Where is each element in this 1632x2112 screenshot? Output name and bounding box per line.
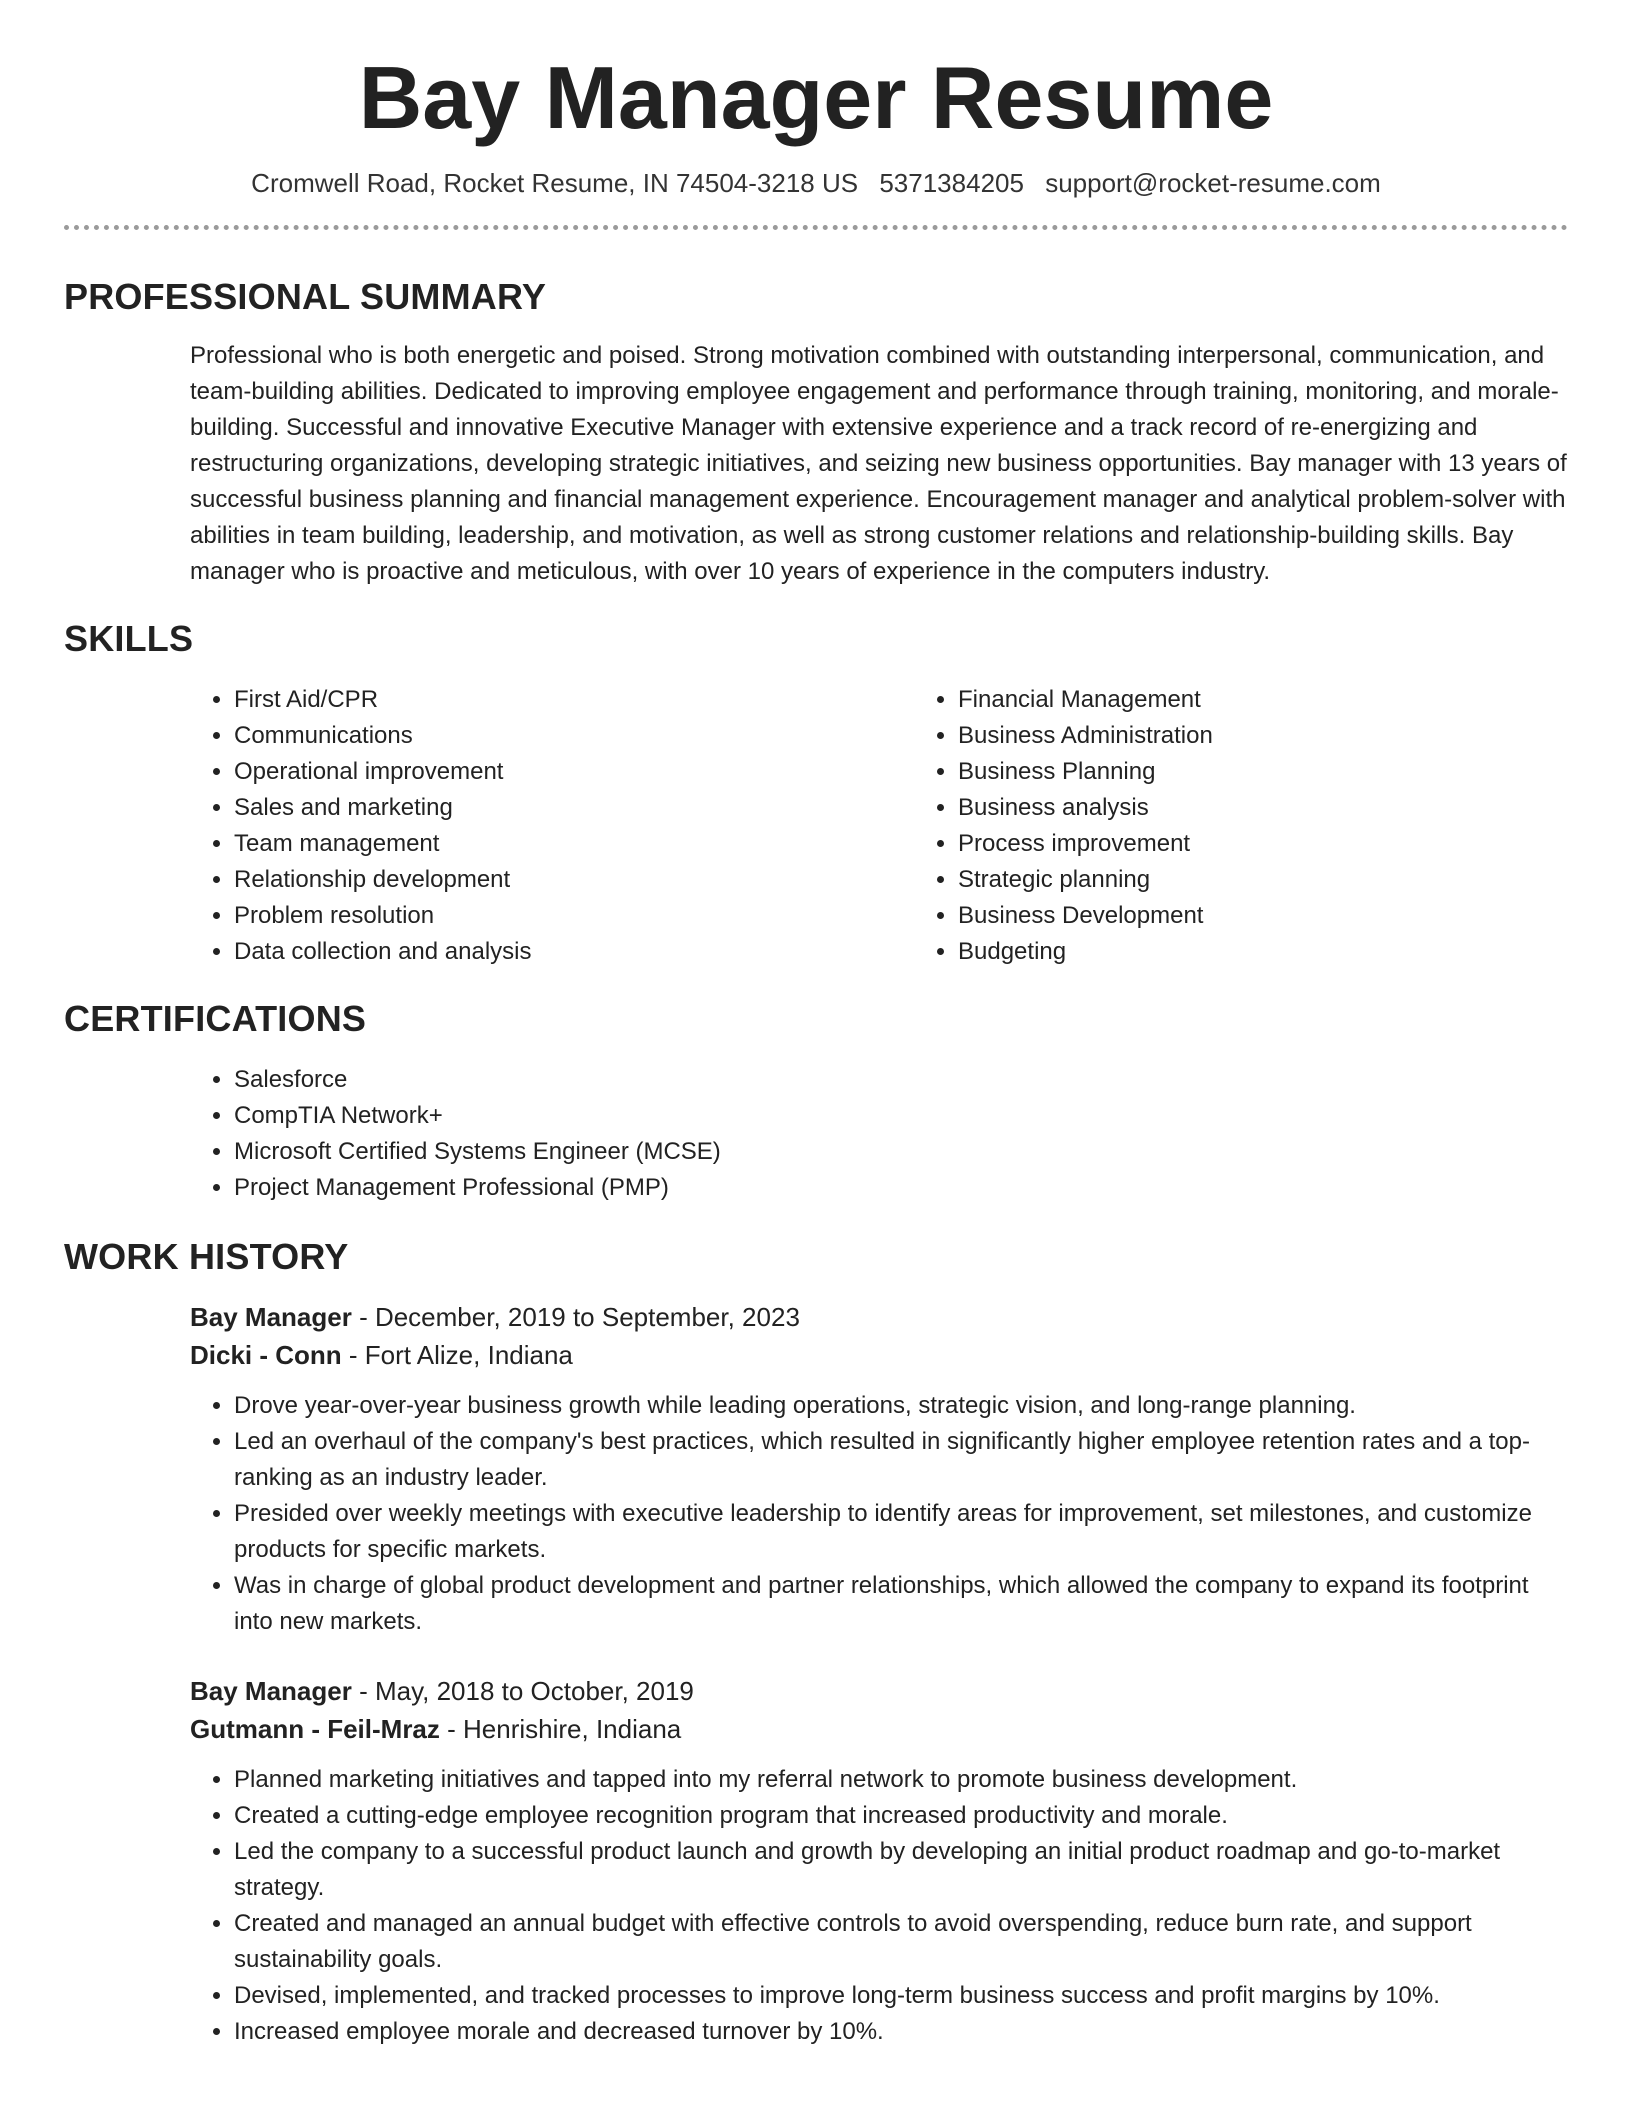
job-title: Bay Manager bbox=[190, 1676, 352, 1706]
skill-item: • First Aid/CPR bbox=[234, 682, 914, 718]
summary-heading: PROFESSIONAL SUMMARY bbox=[64, 276, 547, 317]
header-divider bbox=[64, 225, 1568, 230]
skills-list-right bbox=[914, 682, 1632, 970]
skill-item: • Sales and marketing bbox=[234, 790, 914, 826]
job-company-line bbox=[190, 1710, 1568, 1748]
job-entry bbox=[190, 1298, 1568, 1640]
skill-item: • Relationship development bbox=[234, 862, 914, 898]
skill-item: • Business Development bbox=[958, 898, 1632, 934]
contact-line bbox=[64, 168, 1568, 199]
skill-item: • Team management bbox=[234, 826, 914, 862]
skill-item: • Process improvement bbox=[958, 826, 1632, 862]
job-title-line bbox=[190, 1672, 1568, 1710]
job-bullets bbox=[190, 1388, 1568, 1640]
skill-item: • Business analysis bbox=[958, 790, 1632, 826]
summary-text: Professional who is both energetic and poised. Strong motivation combined with outstanding interpersonal, communication, and team-building abilities. Dedicated to improving employee engagement and performance through training, monitoring, and morale-building. Successful and innovative Executive Manager with extensive experience and a track record of re-energizing and restructuring organizations, developing strategic initiatives, and seizing new business opportunities. Bay manager with 13 years of successful business planning and financial management experience. Encouragement manager and analytical problem-solver with abilities in team building, leadership, and motivation, as well as strong customer relations and relationship-building skills. Bay manager who is proactive and meticulous, with over 10 years of experience in the computers industry. bbox=[190, 342, 1567, 585]
job-bullet: • Led an overhaul of the company's best practices, which resulted in significantly higher employee retention rates and a top-ranking as an industry leader. bbox=[234, 1424, 1568, 1496]
work-history-heading: WORK HISTORY bbox=[64, 1236, 349, 1277]
contact-phone: 5371384205 bbox=[879, 168, 1024, 198]
skill-item: • Business Administration bbox=[958, 718, 1632, 754]
job-bullet: • Led the company to a successful product launch and growth by developing an initial product roadmap and go-to-market strategy. bbox=[234, 1834, 1568, 1906]
skills-list-left bbox=[190, 682, 914, 970]
certification-item: • Project Management Professional (PMP) bbox=[234, 1170, 1568, 1206]
job-location: - Fort Alize, Indiana bbox=[341, 1340, 573, 1370]
job-dates: - December, 2019 to September, 2023 bbox=[351, 1302, 800, 1332]
job-title: Bay Manager bbox=[190, 1302, 352, 1332]
skill-item: • Data collection and analysis bbox=[234, 934, 914, 970]
skill-item: • Financial Management bbox=[958, 682, 1632, 718]
skill-item: • Business Planning bbox=[958, 754, 1632, 790]
job-bullet: • Created and managed an annual budget with effective controls to avoid overspending, reduce burn rate, and support sustainability goals. bbox=[234, 1906, 1568, 1978]
job-bullet: • Increased employee morale and decreased turnover by 10%. bbox=[234, 2014, 1568, 2050]
job-company: Dicki - Conn bbox=[190, 1340, 342, 1370]
certification-item: • Microsoft Certified Systems Engineer (MCSE) bbox=[234, 1134, 1568, 1170]
contact-email: support@rocket-resume.com bbox=[1045, 168, 1381, 198]
job-dates: - May, 2018 to October, 2019 bbox=[351, 1676, 694, 1706]
job-bullet: • Devised, implemented, and tracked processes to improve long-term business success and profit margins by 10%. bbox=[234, 1978, 1568, 2014]
job-title-line bbox=[190, 1298, 1568, 1336]
certification-item: • Salesforce bbox=[234, 1062, 1568, 1098]
skill-item: • Problem resolution bbox=[234, 898, 914, 934]
certifications-section bbox=[64, 998, 1568, 1206]
job-bullet: • Drove year-over-year business growth while leading operations, strategic vision, and long-range planning. bbox=[234, 1388, 1568, 1424]
skills-section bbox=[64, 618, 1568, 970]
job-location: - Henrishire, Indiana bbox=[439, 1714, 682, 1744]
summary-section bbox=[64, 276, 1568, 590]
skill-item: • Communications bbox=[234, 718, 914, 754]
job-bullet: • Planned marketing initiatives and tapped into my referral network to promote business development. bbox=[234, 1762, 1568, 1798]
skills-heading: SKILLS bbox=[64, 618, 194, 659]
skill-item: • Strategic planning bbox=[958, 862, 1632, 898]
work-history-section bbox=[64, 1236, 1568, 2050]
certification-item: • CompTIA Network+ bbox=[234, 1098, 1568, 1134]
job-bullet: • Created a cutting-edge employee recognition program that increased productivity and morale. bbox=[234, 1798, 1568, 1834]
skill-item: • Budgeting bbox=[958, 934, 1632, 970]
skill-item: • Operational improvement bbox=[234, 754, 914, 790]
job-entry bbox=[190, 1672, 1568, 2050]
job-bullet: • Presided over weekly meetings with executive leadership to identify areas for improvement, set milestones, and customize products for specific markets. bbox=[234, 1496, 1568, 1568]
resume-title: Bay Manager Resume bbox=[358, 48, 1274, 147]
certifications-heading: CERTIFICATIONS bbox=[64, 998, 367, 1039]
job-bullet: • Was in charge of global product development and partner relationships, which allowed the company to expand its footprint into new markets. bbox=[234, 1568, 1568, 1640]
certifications-list bbox=[190, 1062, 1568, 1206]
job-company-line bbox=[190, 1336, 1568, 1374]
job-bullets bbox=[190, 1762, 1568, 2050]
contact-address: Cromwell Road, Rocket Resume, IN 74504-3218 US bbox=[251, 168, 859, 198]
job-company: Gutmann - Feil-Mraz bbox=[190, 1714, 440, 1744]
